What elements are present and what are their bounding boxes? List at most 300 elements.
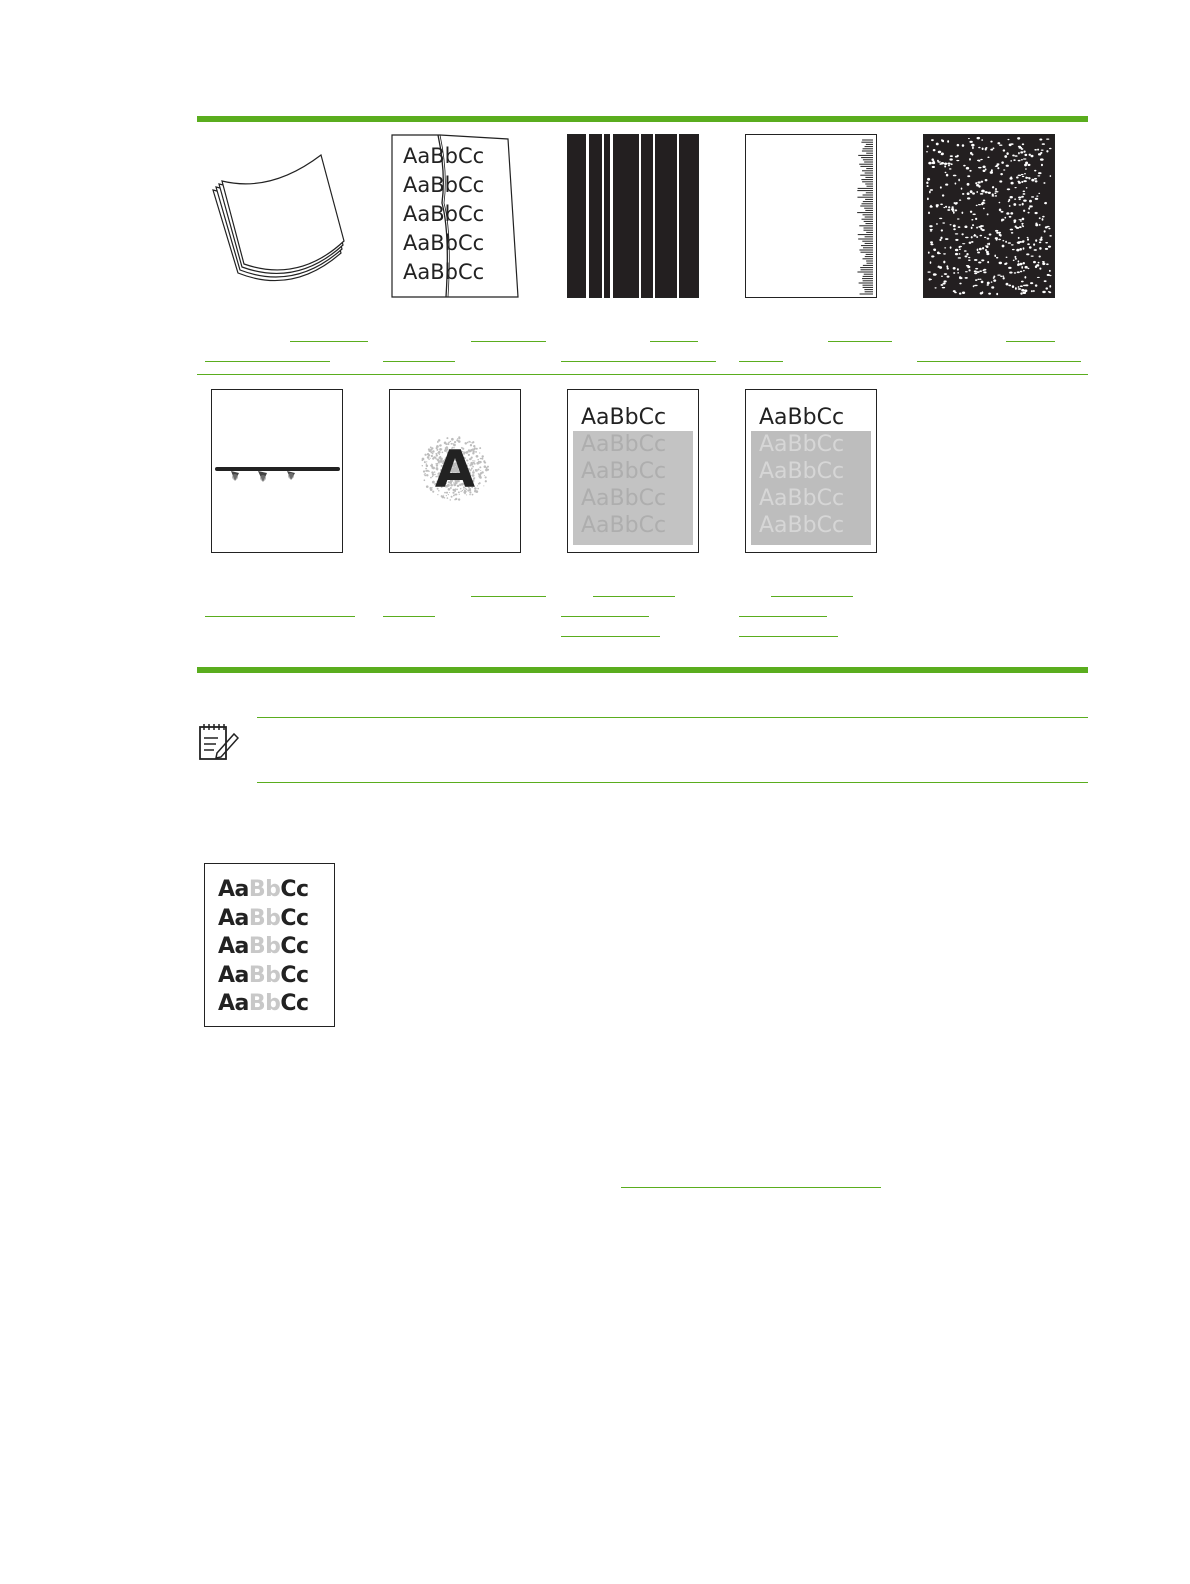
- speck: [941, 154, 944, 155]
- speck: [1026, 253, 1029, 255]
- speck: [931, 158, 933, 161]
- speck: [965, 271, 968, 272]
- speck: [1000, 173, 1003, 175]
- speck: [966, 167, 969, 170]
- speck: [1031, 290, 1033, 292]
- speck: [1006, 283, 1009, 286]
- speck: [953, 175, 957, 177]
- speck: [951, 208, 954, 211]
- speck: [959, 249, 961, 250]
- speck: [941, 229, 943, 231]
- speck: [940, 186, 942, 188]
- speck: [976, 227, 978, 229]
- speck: [927, 145, 929, 147]
- speck: [1024, 173, 1026, 174]
- speck: [1026, 187, 1028, 188]
- speck: [1023, 151, 1025, 153]
- speck: [1022, 176, 1025, 177]
- speck: [1023, 180, 1026, 182]
- speck: [974, 270, 977, 272]
- speck: [954, 209, 957, 211]
- speck: [1018, 237, 1020, 239]
- speck: [947, 209, 950, 211]
- speck: [1049, 148, 1052, 150]
- speck: [995, 188, 997, 190]
- speck: [1020, 151, 1023, 153]
- dark-segment: Aa: [218, 991, 249, 1016]
- speck: [1010, 160, 1012, 162]
- speck: [978, 226, 981, 228]
- toner-speck: [484, 465, 487, 468]
- speck: [1037, 277, 1040, 278]
- speck: [1014, 272, 1016, 273]
- speck: [969, 242, 972, 244]
- speck: [1049, 270, 1051, 272]
- speck: [983, 200, 986, 202]
- speck: [966, 253, 968, 255]
- speck: [953, 290, 956, 292]
- speck: [948, 206, 950, 208]
- toner-speck: [428, 448, 430, 450]
- link-underline: [383, 616, 435, 617]
- speck: [1004, 155, 1007, 158]
- speck: [957, 268, 959, 270]
- speck: [936, 204, 939, 206]
- speck: [999, 202, 1001, 204]
- speck: [999, 180, 1002, 182]
- speck: [1046, 226, 1049, 227]
- toner-speck: [424, 479, 426, 481]
- speck: [930, 189, 933, 191]
- speck: [962, 292, 965, 294]
- light-print-row: [218, 962, 309, 991]
- speck: [991, 169, 993, 171]
- speck: [943, 261, 945, 264]
- speck: [959, 199, 961, 201]
- toner-speck: [425, 470, 427, 472]
- speck: [1014, 198, 1016, 200]
- toner-speck: [485, 480, 487, 482]
- speck: [947, 140, 949, 143]
- speck: [985, 179, 988, 181]
- speck: [1005, 241, 1007, 243]
- speck: [1045, 248, 1048, 250]
- toner-scatter-letter: A: [434, 440, 476, 500]
- toner-speck: [428, 459, 429, 460]
- speck: [953, 202, 956, 204]
- speck: [974, 234, 976, 236]
- speck: [993, 147, 995, 149]
- speck: [1024, 154, 1027, 156]
- speck: [1039, 256, 1041, 258]
- link-underline: [561, 361, 716, 362]
- speck: [1018, 152, 1020, 154]
- speck: [942, 287, 945, 288]
- speck: [983, 271, 986, 273]
- speck: [1009, 271, 1012, 273]
- light-segment: Bb: [248, 934, 281, 959]
- link-underline: [917, 361, 1081, 362]
- speck: [1033, 261, 1036, 263]
- speck: [1020, 292, 1022, 294]
- speck: [1010, 229, 1013, 231]
- speck: [1042, 261, 1045, 263]
- row-separator: [197, 374, 1088, 375]
- speck: [1015, 226, 1017, 228]
- note-icon: [197, 721, 239, 763]
- speck: [955, 249, 958, 252]
- speck: [978, 147, 980, 149]
- toner-speck: [431, 464, 432, 465]
- link-underline: [471, 341, 546, 342]
- toner-speck: [427, 453, 429, 455]
- speck: [964, 225, 967, 228]
- speck: [1033, 243, 1035, 245]
- speck: [965, 277, 968, 279]
- speck: [940, 203, 943, 205]
- speck: [1021, 159, 1023, 160]
- gray-bg-text-line: AaBbCc: [759, 513, 845, 538]
- toner-speck: [432, 467, 433, 468]
- toner-speck: [426, 461, 427, 462]
- speck: [1029, 246, 1032, 248]
- speck: [946, 174, 948, 177]
- toner-speck: [431, 465, 433, 467]
- speck: [1039, 138, 1042, 140]
- light-segment: Bb: [248, 905, 281, 931]
- speck: [1017, 271, 1020, 273]
- speck: [955, 182, 957, 184]
- speck: [1008, 285, 1011, 287]
- speck: [937, 251, 940, 254]
- speck: [1041, 164, 1043, 166]
- speck: [1021, 223, 1023, 224]
- dark-segment: Aa: [218, 877, 249, 902]
- toner-speck: [430, 446, 432, 448]
- speck: [1018, 286, 1020, 288]
- speck: [1024, 276, 1026, 279]
- speck: [958, 257, 961, 258]
- speck: [980, 193, 983, 195]
- speck: [997, 142, 1000, 144]
- gray-background-sample: [567, 389, 699, 553]
- speck: [1016, 249, 1019, 252]
- speck: [1014, 187, 1016, 188]
- speck: [1015, 287, 1017, 290]
- speck: [1023, 285, 1025, 287]
- dark-segment: Cc: [280, 877, 309, 902]
- speck: [1021, 266, 1023, 269]
- speck: [1049, 235, 1052, 237]
- speck: [1022, 203, 1024, 206]
- toner-speck: [481, 455, 483, 457]
- speck: [990, 149, 993, 151]
- speck: [1013, 260, 1015, 261]
- dark-segment: Cc: [280, 905, 309, 931]
- speck: [1006, 165, 1009, 167]
- speck: [1031, 255, 1034, 256]
- speck: [926, 181, 928, 184]
- speck: [953, 211, 955, 214]
- speck: [994, 192, 996, 194]
- speck: [1010, 196, 1013, 198]
- speck: [1002, 240, 1004, 242]
- speck: [1038, 193, 1040, 194]
- speck: [1023, 191, 1026, 193]
- speck: [968, 257, 970, 258]
- toner-speck: [485, 469, 488, 472]
- toner-speck: [430, 487, 432, 489]
- speck: [1018, 160, 1021, 162]
- speck: [968, 138, 970, 139]
- toner-speck: [477, 485, 478, 486]
- light-print-row: [218, 933, 309, 962]
- speck: [1023, 292, 1027, 294]
- speck: [959, 253, 961, 255]
- speck: [962, 193, 964, 195]
- toner-speck: [479, 482, 481, 484]
- speck: [949, 168, 952, 169]
- speck: [1039, 267, 1041, 269]
- speck: [965, 237, 969, 238]
- speck: [971, 241, 973, 243]
- speck: [971, 144, 974, 147]
- speck: [953, 272, 955, 274]
- speck: [992, 186, 994, 188]
- speck: [1001, 219, 1003, 221]
- speck: [999, 208, 1001, 211]
- speck: [1011, 182, 1014, 185]
- speck: [1039, 224, 1041, 226]
- link-underline: [739, 361, 783, 362]
- speck: [1048, 228, 1050, 230]
- speck: [928, 162, 931, 165]
- toner-speck: [487, 466, 489, 468]
- speck: [937, 161, 941, 162]
- toner-speck: [424, 473, 425, 474]
- gray-bg-text-line: AaBbCc: [581, 405, 667, 430]
- speck: [981, 259, 984, 261]
- speck: [926, 151, 928, 152]
- toner-speck: [483, 485, 484, 486]
- speck: [1021, 148, 1024, 150]
- vertical-lines-sample: [567, 134, 699, 298]
- speck: [957, 144, 960, 147]
- speck: [982, 247, 984, 250]
- toner-speck: [481, 458, 483, 460]
- speck: [1041, 149, 1044, 150]
- speck: [969, 141, 972, 143]
- speck: [1036, 264, 1039, 267]
- speck: [953, 267, 956, 270]
- speck: [1027, 164, 1030, 166]
- speck: [987, 282, 990, 285]
- speck: [981, 281, 984, 284]
- speck: [936, 143, 939, 146]
- speck: [1023, 247, 1025, 250]
- speck: [1020, 285, 1023, 287]
- speck: [1020, 271, 1022, 273]
- speck: [1037, 149, 1039, 151]
- speck: [1008, 242, 1011, 244]
- speck: [1023, 193, 1026, 195]
- toner-speck: [477, 459, 479, 461]
- speck: [970, 211, 972, 213]
- speck: [964, 250, 967, 252]
- speck: [1014, 155, 1017, 157]
- speck: [982, 270, 984, 272]
- link-underline: [739, 636, 838, 637]
- speck: [932, 166, 935, 168]
- speck: [1044, 202, 1047, 204]
- speck: [977, 279, 979, 280]
- speck: [1021, 281, 1024, 283]
- speck: [931, 139, 934, 141]
- speck: [1021, 196, 1024, 198]
- speck: [1042, 143, 1045, 145]
- toner-speck: [428, 471, 429, 472]
- speck: [1014, 256, 1016, 258]
- light-print-row: [218, 876, 309, 905]
- speck: [999, 262, 1002, 265]
- note-top-rule: [257, 717, 1088, 718]
- speck: [967, 175, 970, 177]
- speck: [1024, 289, 1027, 292]
- speck: [1042, 291, 1046, 293]
- speck: [947, 163, 950, 165]
- speck: [1049, 285, 1051, 288]
- speck: [978, 204, 981, 205]
- speck: [1023, 158, 1026, 159]
- speck: [1002, 245, 1005, 248]
- speck: [988, 293, 991, 295]
- speck: [957, 155, 959, 157]
- speck: [1022, 224, 1024, 225]
- speck: [930, 229, 933, 230]
- speck: [1024, 164, 1027, 167]
- speck: [957, 272, 959, 274]
- scattered-dots-sample: [923, 134, 1055, 298]
- speck: [975, 279, 978, 281]
- speck: [944, 163, 947, 166]
- speck: [1012, 249, 1015, 250]
- speck: [1045, 287, 1048, 289]
- speck: [1022, 240, 1025, 242]
- speck: [1034, 149, 1037, 151]
- toner-speck: [476, 448, 478, 450]
- speck: [950, 224, 952, 225]
- speck: [1018, 175, 1022, 176]
- speck: [928, 279, 932, 280]
- speck: [975, 218, 977, 220]
- speck: [1044, 230, 1046, 232]
- speck: [930, 241, 933, 243]
- speck: [941, 276, 943, 277]
- speck: [1042, 218, 1044, 221]
- speck: [974, 285, 978, 286]
- speck: [981, 190, 985, 193]
- link-underline: [593, 596, 675, 597]
- speck: [990, 141, 992, 143]
- link-underline: [205, 616, 355, 617]
- light-segment: Bb: [248, 962, 281, 988]
- link-underline: [205, 361, 330, 362]
- speck: [945, 206, 947, 208]
- toner-speck: [426, 485, 429, 488]
- toner-speck: [479, 466, 481, 468]
- speck: [987, 213, 989, 215]
- speck: [930, 261, 932, 264]
- speck: [948, 165, 950, 166]
- speck: [941, 284, 944, 286]
- speck: [958, 179, 960, 182]
- speck: [995, 237, 998, 239]
- speck: [1047, 274, 1050, 276]
- wrinkled-page-sample: [390, 133, 522, 299]
- speck: [1018, 146, 1021, 147]
- speck: [946, 265, 948, 268]
- speck: [1006, 257, 1008, 258]
- toner-speck: [425, 468, 427, 470]
- speck: [942, 222, 945, 223]
- speck: [950, 246, 952, 248]
- speck: [944, 165, 946, 167]
- speck: [929, 225, 932, 227]
- link-underline: [1006, 341, 1055, 342]
- link-underline: [621, 1187, 881, 1188]
- link-underline: [471, 596, 546, 597]
- speck: [997, 163, 1000, 165]
- speck: [943, 280, 946, 282]
- speck: [1000, 234, 1002, 237]
- speck: [972, 224, 974, 226]
- speck: [978, 185, 980, 187]
- speck: [1018, 196, 1021, 198]
- dark-segment: Cc: [280, 962, 309, 988]
- wrinkle-text-line: AaBbCc: [403, 173, 485, 197]
- speck: [979, 248, 982, 251]
- speck: [992, 193, 994, 196]
- speck: [971, 236, 973, 238]
- toner-speck: [480, 470, 481, 471]
- speck: [930, 230, 933, 231]
- speck: [939, 218, 942, 219]
- speck: [933, 149, 936, 151]
- speck: [993, 277, 995, 279]
- speck: [943, 207, 945, 208]
- speck: [941, 139, 943, 141]
- speck: [988, 192, 991, 194]
- toner-speck: [475, 469, 478, 472]
- speck: [978, 160, 980, 161]
- toner-speck: [458, 437, 460, 439]
- speck: [1018, 263, 1020, 265]
- link-underline: [383, 361, 455, 362]
- speck: [1006, 152, 1008, 155]
- speck: [927, 185, 929, 187]
- toner-speck: [446, 437, 448, 439]
- speck: [1009, 177, 1012, 180]
- speck: [1011, 244, 1014, 245]
- speck: [955, 253, 958, 255]
- speck: [1017, 241, 1020, 244]
- gray-bg-text-line: AaBbCc: [759, 405, 845, 430]
- toner-speck: [478, 473, 479, 474]
- speck: [991, 286, 994, 288]
- gray-bg-text-line: AaBbCc: [581, 459, 667, 484]
- speck: [967, 266, 970, 268]
- speck: [1048, 246, 1051, 248]
